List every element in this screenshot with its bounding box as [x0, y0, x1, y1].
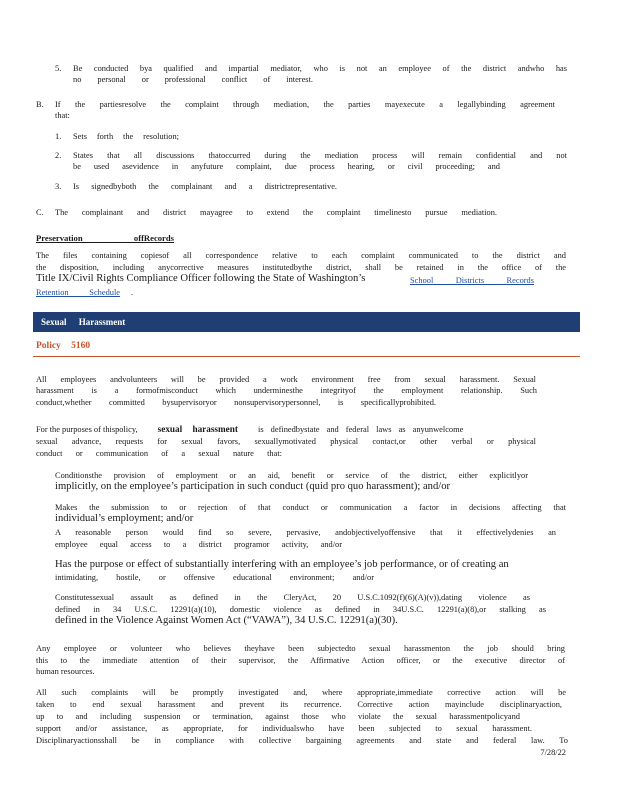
- list-item-text: States that all discussions thatoccurred during the mediation process will remain confidential and not: [73, 151, 567, 160]
- list-number: 5.: [55, 64, 62, 73]
- bullet-text: defined in 34 U.S.C. 12291(a)(10), domestic violence as defined in 34U.S.C. 12291(a)(8),or stalking as: [55, 605, 546, 614]
- section-heading: Preservation offRecords: [36, 233, 174, 243]
- bullet-text: employee equal access to a district programor activity, and/or: [55, 540, 342, 549]
- bullet-text: defined in the Violence Against Women Act (“VAWA”), 34 U.S.C. 12291(a)(30).: [55, 615, 398, 626]
- paragraph-line: support and/or assistance, as appropriate, for individualswho have been subjected to sexual harassment.: [36, 724, 532, 733]
- paragraph-line: Disciplinaryactionsshall be in compliance with collective bargaining agreements and state and federal law. To: [36, 736, 568, 745]
- paragraph-text: For the purposes of thispolicy,: [36, 425, 138, 434]
- bullet-text: Has the purpose or effect of substantially interfering with an employee’s job performance, or of creating an: [55, 559, 509, 570]
- section-text: The complainant and district mayagree to extend the complaint timelinesto pursue mediation.: [55, 208, 497, 217]
- paragraph-line: the disposition, including anycorrective measures institutedbythe district, shall be retained in the office of the: [36, 263, 566, 272]
- paragraph-line: [36, 273, 365, 285]
- policy-label: Policy 5160: [36, 341, 91, 351]
- list-number: 2.: [55, 151, 62, 160]
- paragraph-line: harassment is a formofmisconduct which underminesthe integrityof the employment relationship. Such: [36, 386, 537, 395]
- paragraph-line: conduct or communication of a sexual nature that:: [36, 449, 282, 458]
- section-text: that:: [55, 111, 70, 120]
- list-number: 1.: [55, 132, 62, 141]
- period: .: [131, 288, 134, 297]
- banner-title: Sexual Harassment: [41, 317, 126, 327]
- section-letter: B.: [36, 100, 44, 109]
- bullet-text: intimidating, hostile, or offensive educational environment; and/or: [55, 573, 374, 582]
- paragraph-text: Title IX/Civil Rights Compliance Officer following the State of Washington’s: [36, 273, 366, 284]
- paragraph-line: taken to end sexual harassment and prevent its recurrence. Corrective action mayinclude disciplinaryaction,: [36, 700, 562, 709]
- footer-date: 7/28/22: [540, 748, 566, 757]
- bullet-text: A reasonable person would find so severe, pervasive, andobjectivelyoffensive that it effectivelydenies an: [55, 528, 556, 537]
- paragraph-text: is definedbystate and federal laws as anyunwelcome: [258, 425, 464, 434]
- list-number: 3.: [55, 182, 62, 191]
- policy-divider: [33, 356, 580, 357]
- paragraph-line: [36, 424, 530, 435]
- bullet-text: individual’s employment; and/or: [55, 513, 194, 524]
- paragraph-line: Any employee or volunteer who believes theyhave been subjectedto sexual harassmenton the job should bring: [36, 644, 565, 653]
- paragraph-line: human resources.: [36, 667, 95, 676]
- list-item-text: Be conducted bya qualified and impartial mediator, who is not an employee of the district andwho has: [73, 64, 567, 73]
- paragraph-line: The files containing copiesof all correspondence relative to each complaint communicated to the district and: [36, 251, 566, 260]
- paragraph-line: sexual advance, requests for sexual favors, sexuallymotivated physical contact,or other verbal or physical: [36, 437, 536, 446]
- list-item-text: no personal or professional conflict of interest.: [73, 75, 313, 84]
- paragraph-line: conduct,whether committed bysupervisoryor nonsupervisorypersonnel, is specificallyprohibited.: [36, 398, 436, 407]
- section-banner: [33, 312, 580, 332]
- bullet-text: implicitly, on the employee’s participation in such conduct (quid pro quo harassment); and/or: [55, 481, 451, 492]
- bullet-text: Constitutessexual assault as defined in the CleryAct, 20 U.S.C.1092(f)(6)(A)(v)),dating violence as: [55, 593, 530, 602]
- records-retention-link[interactable]: School Districts Records: [410, 276, 534, 285]
- section-text: If the partiesresolve the complaint through mediation, the parties mayexecute a legallybinding agreement: [55, 100, 555, 109]
- paragraph-line: up to and including suspension or termination, against those who violate the sexual harassmentpolicyand: [36, 712, 520, 721]
- list-item-text: Is signedbyboth the complainant and a districtrepresentative.: [73, 182, 337, 191]
- paragraph-line: All employees andvolunteers will be provided a work environment free from sexual harassment. Sexual: [36, 375, 536, 384]
- section-letter: C.: [36, 208, 44, 217]
- bullet-text: Makes the submission to or rejection of that conduct or communication a factor in decisions affecting that: [55, 503, 566, 512]
- paragraph-line: All such complaints will be promptly investigated and, where appropriate,immediate corrective action will be: [36, 688, 566, 697]
- list-item-text: Sets forth the resolution;: [73, 132, 179, 141]
- defined-term: sexual harassment: [157, 424, 238, 434]
- list-item-text: be used asevidence in anyfuture complaint, due process hearing, or civil proceeding; and: [73, 162, 500, 171]
- bullet-text: Conditionsthe provision of employment or an aid, benefit or service of the district, either explicitlyor: [55, 471, 528, 480]
- paragraph-line: this to the immediate attention of their supervisor, the Affirmative Action officer, or the executive director of: [36, 656, 565, 665]
- records-retention-link-cont[interactable]: Retention Schedule: [36, 288, 120, 297]
